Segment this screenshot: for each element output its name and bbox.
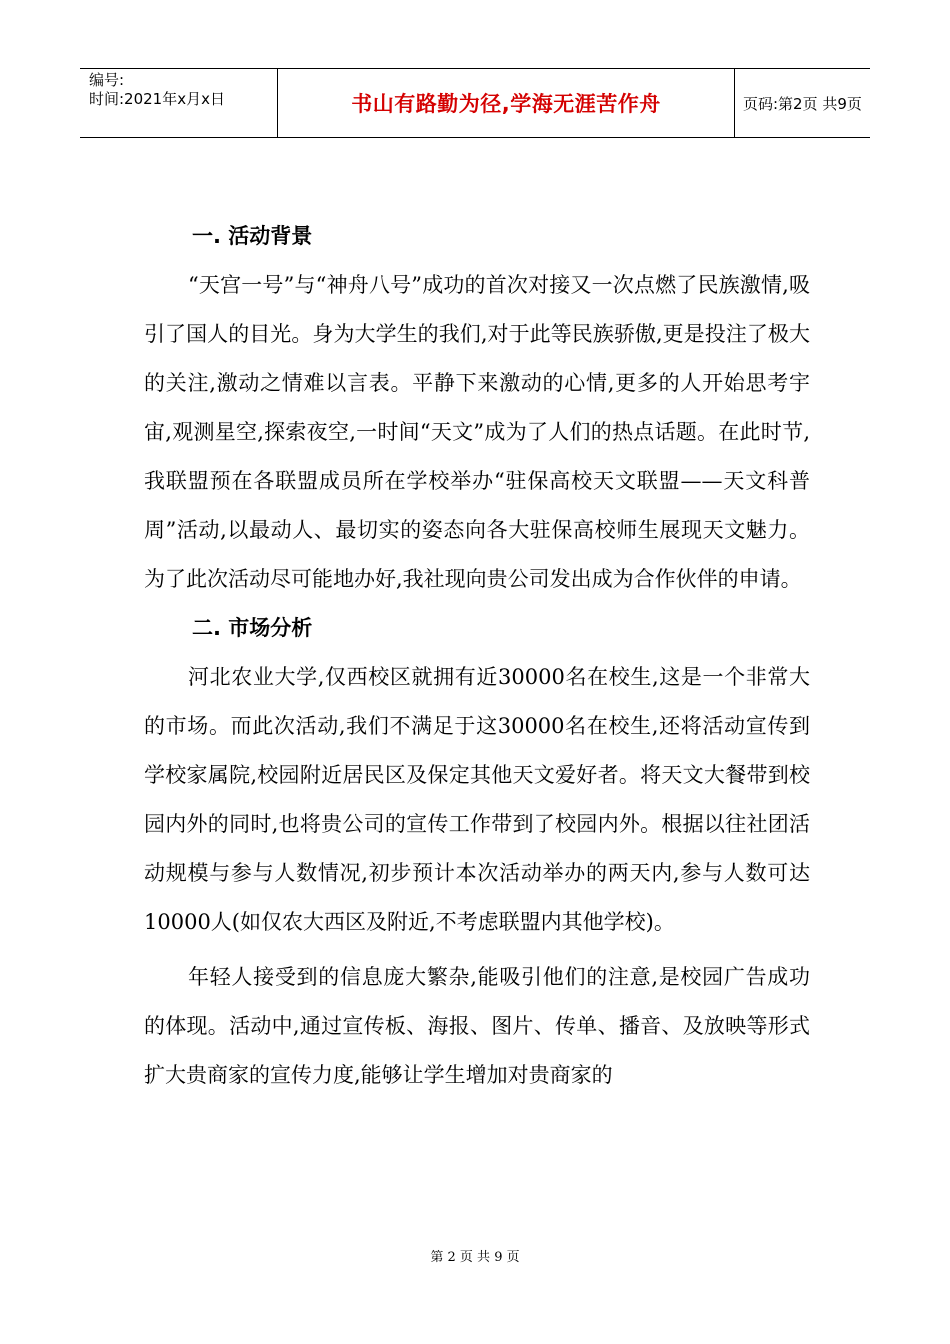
paragraph-market-1: 河北农业大学,仅西校区就拥有近30000名在校生,这是一个非常大的市场。而此次活动,我们不满足于这30000名在校生,还将活动宣传到学校家属院,校园附近居民区及保定其他天文爱好者。将天文大餐带到校园内外的同时,也将贵公司的宣传工作带到了校园内外。根据以往社团活动规模与参与人数情况,初步预计本次活动举办的两天内,参与人数可达10000人(如仅农大西区及附近,不考虑联盟内其他学校)。: [144, 665, 810, 934]
paragraph-market-2: 年轻人接受到的信息庞大繁杂,能吸引他们的注意,是校园广告成功的体现。活动中,通过宣传板、海报、图片、传单、播音、及放映等形式扩大贵商家的宣传力度,能够让学生增加对贵商家的: [144, 965, 810, 1087]
header-meta: [80, 69, 278, 137]
section-heading-background: 一. 活动背景: [192, 224, 313, 248]
header-date-label: 时间:2021年x月x日: [89, 90, 225, 108]
header-number-label: 编号:: [89, 71, 125, 89]
document-header: [80, 68, 870, 138]
header-page-info: 页码:第2页 共9页: [743, 94, 862, 113]
section-heading-market: 二. 市场分析: [192, 616, 313, 640]
header-motto: 书山有路勤为径,学海无涯苦作舟: [278, 69, 735, 137]
page-footer: 第 2 页 共 9 页: [430, 1250, 520, 1265]
paragraph-background: “天宫一号”与“神舟八号”成功的首次对接又一次点燃了民族激情,吸引了国人的目光。身为大学生的我们,对于此等民族骄傲,更是投注了极大的关注,激动之情难以言表。平静下来激动的心情,更多的人开始思考宇宙,观测星空,探索夜空,一时间“天文”成为了人们的热点话题。在此时节,我联盟预在各联盟成员所在学校举办“驻保高校天文联盟——天文科普周”活动,以最动人、最切实的姿态向各大驻保高校师生展现天文魅力。为了此次活动尽可能地办好,我社现向贵公司发出成为合作伙伴的申请。: [144, 273, 810, 591]
document-body: [144, 212, 810, 1100]
